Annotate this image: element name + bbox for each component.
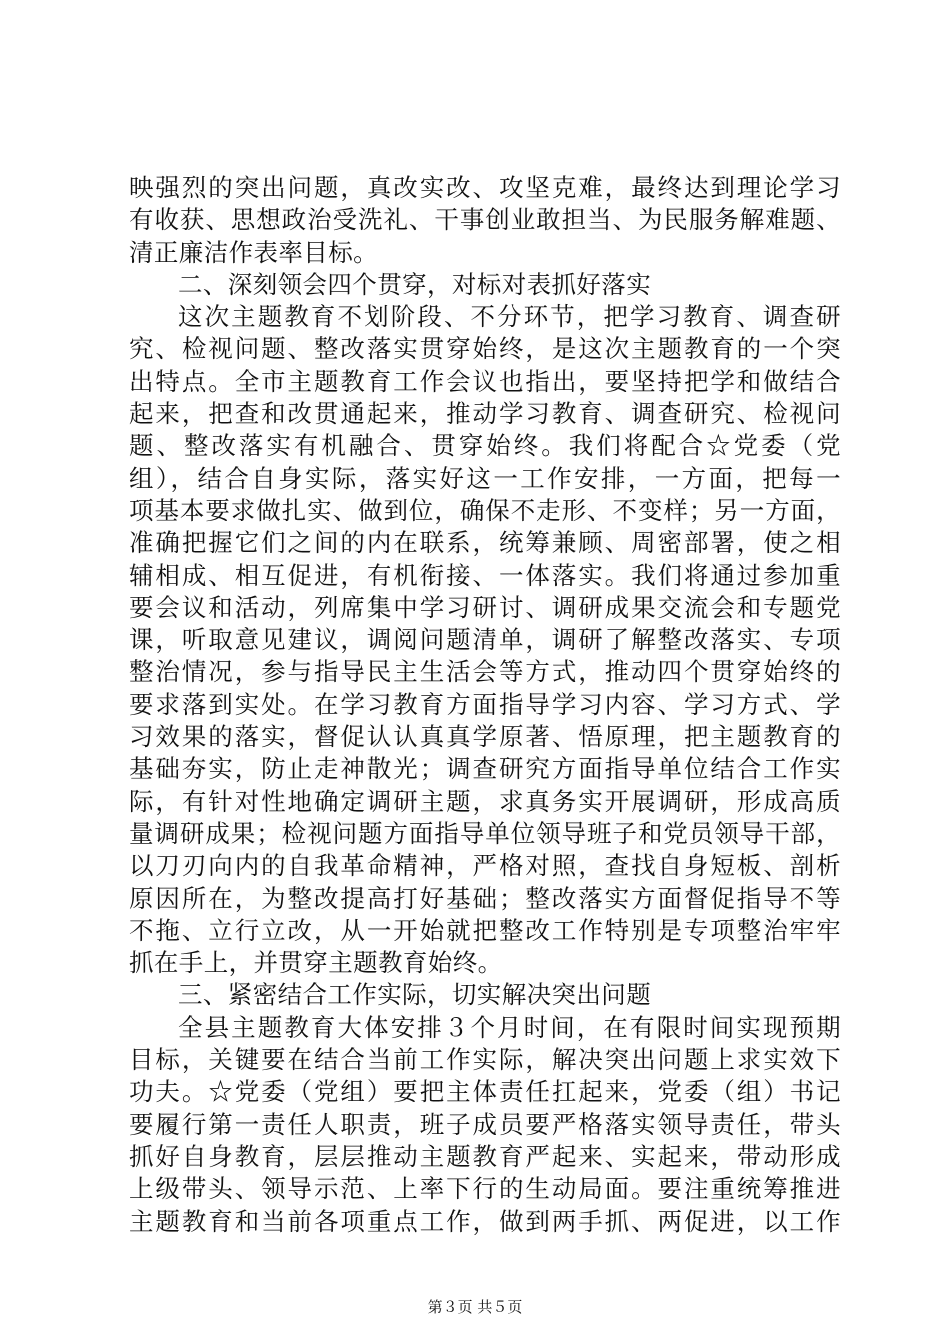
text-line: 际，有针对性地确定调研主题，求真务实开展调研，形成高质: [129, 786, 841, 816]
text-line: 出特点。全市主题教育工作会议也指出，要坚持把学和做结合: [129, 366, 841, 396]
text-line: 组），结合自身实际，落实好这一工作安排，一方面，把每一: [129, 463, 841, 493]
text-line: 不拖、立行立改，从一开始就把整改工作特别是专项整治牢牢: [129, 915, 841, 945]
text-line: 起来，把查和改贯通起来，推动学习教育、调查研究、检视问: [129, 399, 841, 429]
page-footer: 第３页 共５页: [427, 1298, 523, 1316]
text-line: 以刀刃向内的自我革命精神，严格对照，查找自身短板、剖析: [129, 851, 841, 881]
text-line: 课，听取意见建议，调阅问题清单，调研了解整改落实、专项: [129, 625, 841, 655]
text-line: 究、检视问题、整改落实贯穿始终，是这次主题教育的一个突: [129, 334, 841, 364]
text-line: 基础夯实，防止走神散光；调查研究方面指导单位结合工作实: [129, 754, 841, 784]
text-line: 题、整改落实有机融合、贯穿始终。我们将配合☆党委（党: [129, 431, 841, 461]
text-line: 这次主题教育不划阶段、不分环节，把学习教育、调查研: [178, 302, 841, 332]
text-line: 映强烈的突出问题，真改实改、攻坚克难，最终达到理论学习: [129, 173, 841, 202]
text-line: 要履行第一责任人职责，班子成员要严格落实领导责任，带头: [129, 1109, 841, 1139]
text-line: 辅相成、相互促进，有机衔接、一体落实。我们将通过参加重: [129, 560, 841, 590]
text-line: 抓在手上，并贯穿主题教育始终。: [129, 948, 503, 978]
text-line: 项基本要求做扎实、做到位，确保不走形、不变样；另一方面，: [129, 495, 841, 525]
text-line: 上级带头、领导示范、上率下行的生动局面。要注重统筹推进: [129, 1174, 841, 1204]
text-line: 全县主题教育大体安排３个月时间，在有限时间实现预期: [178, 1012, 841, 1042]
text-line: 抓好自身教育，层层推动主题教育严起来、实起来，带动形成: [129, 1141, 841, 1171]
text-line: 目标，关键要在结合当前工作实际，解决突出问题上求实效下: [129, 1045, 841, 1075]
text-line: 原因所在，为整改提高打好基础；整改落实方面督促指导不等: [129, 883, 841, 913]
text-line: 有收获、思想政治受洗礼、干事创业敢担当、为民服务解难题、: [129, 205, 841, 235]
text-line: 准确把握它们之间的内在联系，统筹兼顾、周密部署，使之相: [129, 528, 841, 558]
section-heading: 三、紧密结合工作实际，切实解决突出问题: [178, 980, 652, 1010]
text-line: 量调研成果；检视问题方面指导单位领导班子和党员领导干部，: [129, 818, 841, 848]
text-line: 功夫。☆党委（党组）要把主体责任扛起来，党委（组）书记: [129, 1077, 841, 1107]
text-line: 习效果的落实，督促认认真真学原著、悟原理，把主题教育的: [129, 722, 841, 752]
text-line: 要求落到实处。在学习教育方面指导学习内容、学习方式、学: [129, 689, 841, 719]
text-line: 要会议和活动，列席集中学习研讨、调研成果交流会和专题党: [129, 592, 841, 622]
text-line: 清正廉洁作表率目标。: [129, 237, 378, 267]
section-heading: 二、深刻领会四个贯穿，对标对表抓好落实: [178, 269, 652, 299]
text-line: 主题教育和当前各项重点工作，做到两手抓、两促进，以工作: [129, 1206, 841, 1236]
body-text: [129, 172, 841, 1238]
text-line: 整治情况，参与指导民主生活会等方式，推动四个贯穿始终的: [129, 657, 841, 687]
